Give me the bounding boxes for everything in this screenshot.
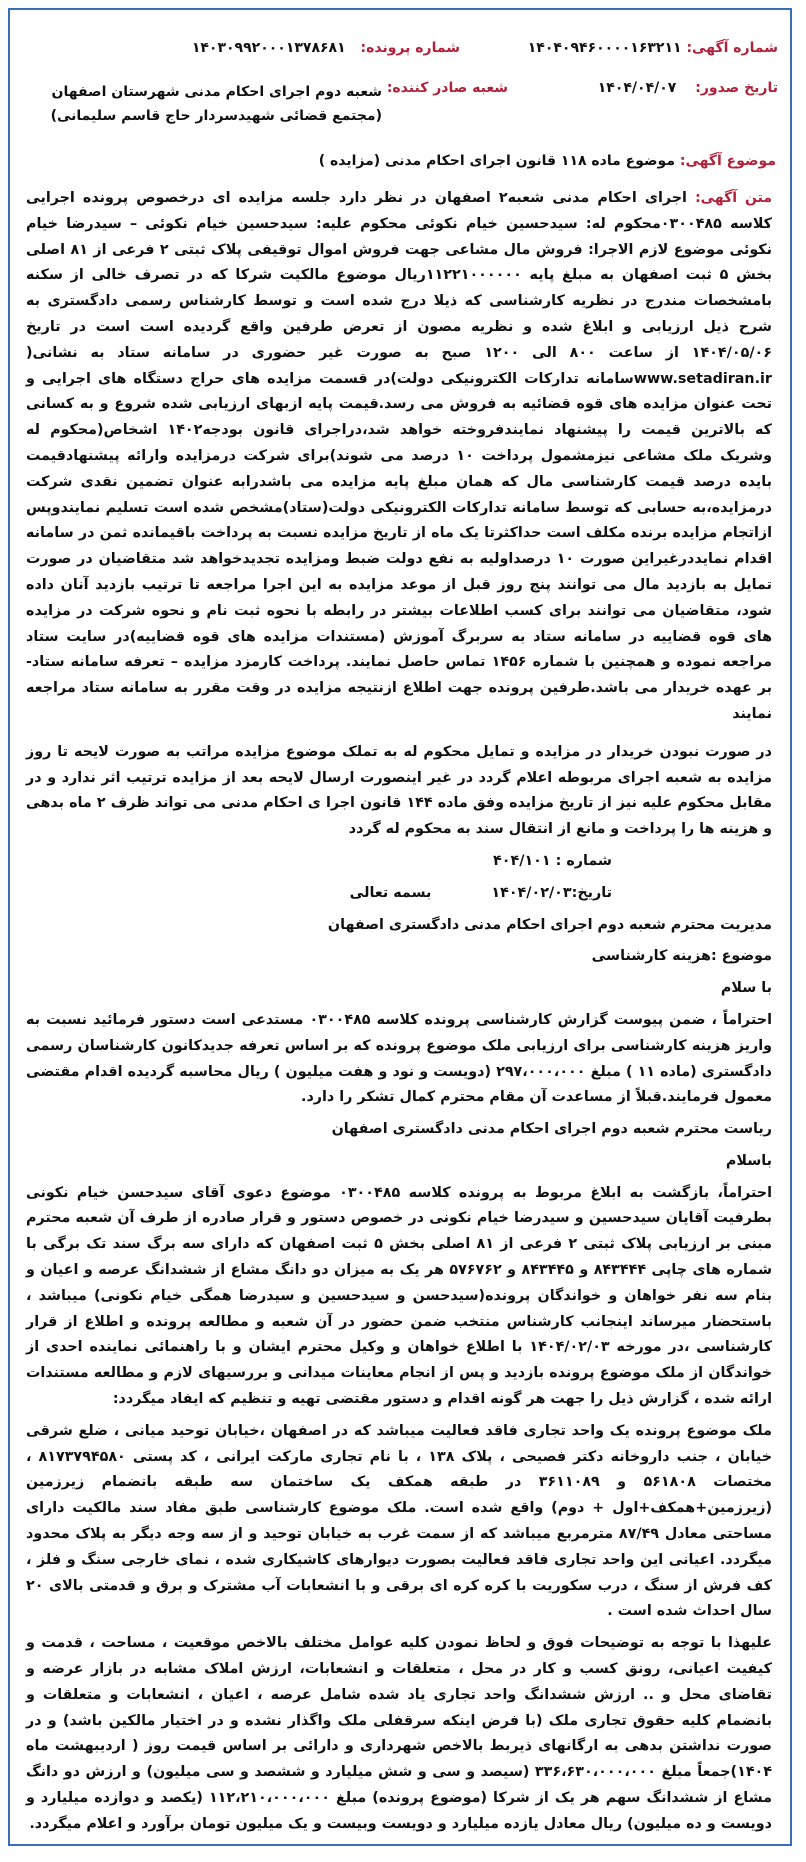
issuing-branch-label: شعبه صادر کننده:: [386, 80, 508, 96]
body-p7: ریاست محترم شعبه دوم اجرای احکام مدنی دادگستری اصفهان: [331, 1121, 772, 1138]
case-number-value: ۱۴۰۳۰۹۹۲۰۰۰۱۳۷۸۶۸۱: [191, 40, 346, 56]
body-p6: احتراماً ، ضمن پیوست گزارش کارشناسی پرونده کلاسه ۰۳۰۰۴۸۵ مستدعی است دستور فرمائید نسبت به واریز هزینه کارشناسی برای ارزیابی ملک موضوع پرونده که بر اساس تعرفه جدیدکانون کارشناسان رسمی دادگستری (ماده ۱۱ ) مبلغ ۲۹۷،۰۰۰،۰۰۰ (دویست و نود و هفت میلیون ) ریال محاسبه گردیده اقدام مقتضی معمول فرمایند.قبلاً از مساعدت آن مقام محترم کمال تشکر را دارد.: [26, 1011, 772, 1106]
body-label: متن آگهی:: [695, 190, 772, 206]
body-p8: باسلام: [725, 1152, 772, 1169]
body-p9: احتراماً، بازگشت به ابلاغ مربوط به پرونده کلاسه ۰۳۰۰۴۸۵ موضوع دعوی آقای سیدحسن خیام نکونی بطرفیت آقایان سیدحسین و سیدرضا خیام نکونی در خصوص دستور و قرار صادره از طرف آن شعبه محترم مبنی بر ارزیابی پلاک ثبتی ۲ فرعی از ۸۱ اصلی بخش ۵ ثبت اصفهان که دارای سه برگ سند تک برگی با شماره های چاپی ۸۴۳۴۴۴ و ۸۴۳۴۴۵ و ۵۷۶۷۶۲ هر یک به میزان دو دانگ مشاع از ششدانگ عرصه و اعیان و بنام سه نفر خواهان و خواندگان پرونده(سیدحسن و سیدحسین و سیدرضا همگی خیام نکونی) میباشد ، باستحضار میرساند اینجانب کارشناس منتخب ضمن حضور در آن شعبه و مطالعه پرونده و اطلاع از قرار کارشناسی ،در مورخه ۱۴۰۴/۰۲/۰۳ با اطلاع خواهان و وکیل محترم ایشان و با راهنمائی نماینده احدی از خواندگان از ملک موضوع پرونده بازدید و پس از انجام معاینات میدانی و بررسیهای لازم و مطالعه مستندات ارائه شده ، گزارش ذیل را جهت هر گونه اقدام و دستور مقتضی تهیه و تنظیم که ایفاد میگردد:: [26, 1184, 773, 1408]
subject: [319, 153, 776, 169]
letter-date: تاریخ:۱۴۰۴/۰۲/۰۳: [491, 884, 612, 901]
case-number: [192, 40, 460, 56]
body-p3: مدیریت محترم شعبه دوم اجرای احکام مدنی دادگستری اصفهان: [327, 916, 772, 933]
ad-number-label: شماره آگهی:: [686, 40, 778, 56]
ad-number: [528, 40, 778, 56]
ad-number-value: ۱۴۰۴۰۹۴۶۰۰۰۰۱۶۳۲۱۱: [527, 40, 682, 56]
body-p4: موضوع :هزینه کارشناسی: [591, 948, 772, 965]
ad-body: [26, 186, 772, 1844]
issuing-branch-value: شعبه دوم اجرای احکام مدنی شهرستان اصفهان (مجتمع قضائی شهیدسردار حاج قاسم سلیمانی): [50, 84, 382, 124]
basmeh: بسمه تعالی: [349, 884, 432, 901]
body-p1: اجرای احکام مدنی شعبه۲ اصفهان در نظر دارد جلسه مزایده ای درخصوص پرونده اجرایی کلاسه ۰۳۰۰۴۸۵محکوم له: سیدحسین خیام نکوئی محکوم علیه: سیدحسین خیام نکوئی – سیدرضا خیام نکوئی موضوع لازم الاجرا: فروش مال مشاعی جهت فروش اموال توقیفی پلاک ثبتی ۲ فرعی از ۸۱ اصلی بخش ۵ ثبت اصفهان به مبلغ پایه ۱۱۲۲۱۰۰۰۰۰۰ریال موضوع مالکیت شرکا که در تصرف خالی از سکنه بامشخصات مندرج در نظریه کارشناسی که ذیلا درج شده است و توسط کارشناس رسمی دادگستری به شرح ذیل ارزیابی و ابلاغ شده و نظریه مصون از تعرض طرفین واقع گردیده است است در تاریخ ۱۴۰۴/۰۵/۰۶ از ساعت ۸۰۰ الی ۱۲۰۰ صبح به صورت غیر حضوری در سامانه ستاد به نشانی( www.setadiran.irسامانه تدارکات الکترونیکی دولت)در قسمت مزایده های حراج دستگاه های اجرایی و تحت عنوان مزایده های قوه قضائیه به فروش می رسد.قیمت پایه ازبهای ارزیابی شده شروع و به کسانی که بالاترین قیمت را پیشنهاد نمایندفروخته خواهد شد،دراجرای قانون بودجه۱۴۰۲ اشخاص(محکوم له وشریک ملک مشاعی نیزمشمول پرداخت ۱۰ درصد می شوند)برای شرکت درمزایده وارائه پیشنهادقیمت بایده درصد قیمت کارشناسی مال که همان مبلغ پایه مزایده می باشدرابه عنوان تضمین نقدی شرکت درمزایده،به حسابی که توسط سامانه تدارکات الکترونیکی دولت(ستاد)مشخص شده است تسلیم نمایندوپس ازاتجام مزایده برنده مکلف است حداکثرتا یک ماه از تاریخ مزایده نسبت به پرداخت باقیمانده ثمن در سامانه اقدام نمایددرغیراین صورت ۱۰ درصداولیه به نفع دولت ضبط ومزایده تجدیدخواهد شد متقاضیان در صورت تمایل به بازدید مال می توانند پنج روز قبل از موعد مزایده به این اجرا مراجعه تا ترتیب بازدید آنان داده شود، متقاضیان می توانند برای کسب اطلاعات بیشتر در رابطه با نحوه ثبت نام و نحوه شرکت در مزایده های قوه قضاییه در سامانه ستاد به سربرگ آموزش (مستندات مزایده های قوه قضاییه)در سایت ستاد مراجعه نموده و همچنین با شماره ۱۴۵۶ تماس حاصل نمایند. پرداخت کارمزد مزایده – تعرفه سامانه ستاد- بر عهده خریدار می باشد.طرفین پرونده جهت اطلاع ازنتیجه مزایده در وقت مقرر به سامانه ستاد مراجعه نمایند: [26, 190, 773, 722]
issue-date-value: ۱۴۰۴/۰۴/۰۷: [597, 80, 677, 96]
case-number-label: شماره پرونده:: [360, 40, 460, 56]
issue-date-label: تاریخ صدور:: [695, 80, 778, 96]
body-p10: ملک موضوع پرونده یک واحد تجاری فاقد فعالیت میباشد که در اصفهان ،خیابان توحید میانی ، ضلع شرقی خیابان ، جنب داروخانه دکتر فصیحی ، پلاک ۱۳۸ ، با نام تجاری مارکت ایرانی ، کد پستی ۸۱۷۳۷۹۴۵۸۰ ، مختصات ۵۶۱۸۰۸ و ۳۶۱۱۰۸۹ در طبقه همکف یک ساختمان سه طبقه بانضمام زیرزمین (زیرزمین+همکف+اول + دوم) واقع شده است. ملک موضوع کارشناسی طبق مفاد سند مالکیت دارای مساحتی معادل ۸۷/۴۹ مترمربع میباشد که از سمت غرب به خیابان توحید و از سه وجه دیگر به پلاک محدود میگردد. اعیانی این واحد تجاری فاقد فعالیت بصورت دیوارهای کاشیکاری شده ، نمای خارجی سنگ و فلز ، کف فرش از سنگ ، درب سکوریت با کره کره ای برقی و با انشعابات آب مشترک و برق و قدمتی بالای ۲۰ سال احداث شده است .: [26, 1422, 773, 1620]
issue-date: [598, 80, 778, 96]
subject-label: موضوع آگهی:: [679, 153, 776, 169]
subject-text: موضوع ماده ۱۱۸ قانون اجرای احکام مدنی (مزایده ): [318, 153, 675, 169]
document-frame: [8, 8, 792, 1846]
letter-number: شماره : ۴۰۴/۱۰۱: [493, 852, 612, 869]
body-p5: با سلام: [720, 980, 772, 997]
body-p2: در صورت نبودن خریدار در مزایده و تمایل محکوم له به تملک موضوع مزایده مراتب به صورت لایحه تا روز مزایده به شعبه اجرای مربوطه اعلام گردد در غیر اینصورت ارسال لایحه بعد از مزایده ترتیب اثر ندارد و در مقابل محکوم علیه نیز از تاریخ مزایده وفق ماده ۱۴۴ قانون اجرا ی احکام مدنی می تواند ظرف ۲ ماه بدهی و هزینه ها را پرداخت و مانع از انتقال سند به محکوم له گردد: [26, 743, 772, 838]
body-p11: علیهذا با توجه به توضیحات فوق و لحاظ نمودن کلیه عوامل مختلف بالاخص موقعیت ، مساحت ، قدمت و کیفیت اعیانی، رونق کسب و کار در محل ، متعلقات و انشعابات، ارزش املاک مشابه در بازار عرضه و تقاضای محل و .. ارزش ششدانگ واحد تجاری یاد شده شامل عرصه ، اعیان ، انشعابات و متعلقات و بانضمام کلیه حقوق تجاری ملک (با فرض اینکه سرقفلی ملک واگذار نشده و در اختیار مالکین باشد) و در صورت نداشتن بدهی به ارگانهای ذیربط بالاخص شهرداری و دارائی بر اساس قیمت روز ( اردیبهشت ماه ۱۴۰۴)جمعاً مبلغ ۳۳۶،۶۳۰،۰۰۰،۰۰۰ (سیصد و سی و شش میلیارد و ششصد و سی میلیون) و ارزش دو دانگ مشاع از ششدانگ سهم هر یک از شرکا (موضوع پرونده) مبلغ ۱۱۲،۲۱۰،۰۰۰،۰۰۰ (یکصد و دوازده میلیارد و دویست و ده میلیون) ریال معادل یازده میلیارد و دویست وبیست و یک میلیون تومان برآورد و اعلام میگردد.: [26, 1635, 772, 1832]
body-paragraph-1: [26, 186, 772, 728]
letter-date-line: [26, 881, 772, 907]
